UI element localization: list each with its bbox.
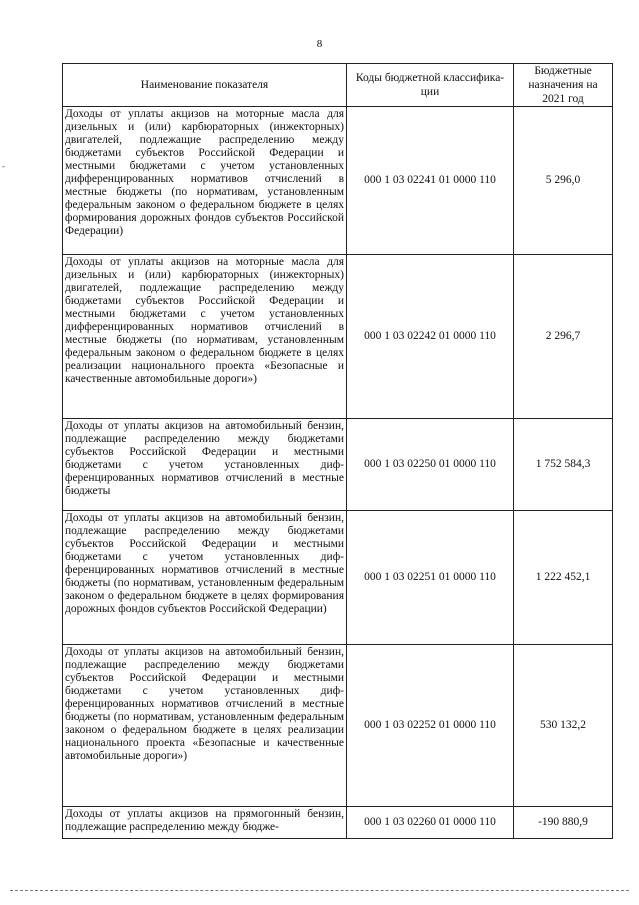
row-indicator-name: Доходы от уплаты акцизов на прямогонный бензин, подлежащие распределению между бюдже- [63,807,347,839]
page-bottom-divider [10,890,629,891]
row-budget-amount: 2 296,7 [514,255,613,419]
row-classification-code: 000 1 03 02251 01 0000 110 [347,511,514,645]
row-classification-code: 000 1 03 02242 01 0000 110 [347,255,514,419]
scan-edge-mark: - [2,161,5,171]
table-row [63,419,613,511]
row-indicator-name: Доходы от уплаты акцизов на моторные масла для дизельных и (или) карбюраторных (инжекторных) двигателей, подлежащие распределению между бюджетами субъектов Российской Федерации и местными бюджетами с учетом установленных дифференцированных нормативов отчислений в местные бюджеты (по нормативам, установленным федеральным законом о федеральном бюджете в целях формирования дорожных фондов субъектов Российской Федерации) [63,107,347,255]
row-classification-code: 000 1 03 02241 01 0000 110 [347,107,514,255]
budget-table [62,63,613,839]
page-number: 8 [316,38,323,50]
row-budget-amount: 530 132,2 [514,645,613,807]
table-row [63,645,613,807]
table-row [63,807,613,839]
table-row [63,107,613,255]
header-indicator-name: Наименование показателя [63,64,347,107]
header-budget-amount: Бюджетные назначения на 2021 год [514,64,613,107]
row-classification-code: 000 1 03 02252 01 0000 110 [347,645,514,807]
table-row [63,511,613,645]
header-classification-code: Коды бюджетной классификации [347,64,514,107]
table-header-row [63,64,613,107]
row-classification-code: 000 1 03 02250 01 0000 110 [347,419,514,511]
row-budget-amount: -190 880,9 [514,807,613,839]
row-indicator-name: Доходы от уплаты акцизов на автомобильный бензин, подлежащие распределению между бюджетами субъектов Российской Федерации и местными бюджетами с учетом установленных дифференцированных нормативов отчислений в местные бюджеты (по нормативам, установленным федеральным законом о федеральном бюджете в целях формирования дорожных фондов субъектов Российской Федерации) [63,511,347,645]
row-indicator-name: Доходы от уплаты акцизов на автомобильный бензин, подлежащие распределению между бюджетами субъектов Российской Федерации и местными бюджетами с учетом установленных дифференцированных нормативов отчислений в местные бюджеты (по нормативам, установленным федеральным законом о федеральном бюджете в целях реализации национального проекта «Безопасные и качественные автомобильные дороги») [63,645,347,807]
row-classification-code: 000 1 03 02260 01 0000 110 [347,807,514,839]
row-indicator-name: Доходы от уплаты акцизов на моторные масла для дизельных и (или) карбюраторных (инжекторных) двигателей, подлежащие распределению между бюджетами субъектов Российской Федерации и местными бюджетами с учетом установленных дифференцированных нормативов отчислений в местные бюджеты (по нормативам, установленным федеральным законом о федеральном бюджете в целях реализации национального проекта «Безопасные и качественные автомобильные дороги») [63,255,347,419]
row-budget-amount: 5 296,0 [514,107,613,255]
row-budget-amount: 1 752 584,3 [514,419,613,511]
row-indicator-name: Доходы от уплаты акцизов на автомобильный бензин, подлежащие распределению между бюджетами субъектов Российской Федерации и местными бюджетами с учетом установленных дифференцированных нормативов отчислений в местные бюджеты [63,419,347,511]
row-budget-amount: 1 222 452,1 [514,511,613,645]
table-row [63,255,613,419]
